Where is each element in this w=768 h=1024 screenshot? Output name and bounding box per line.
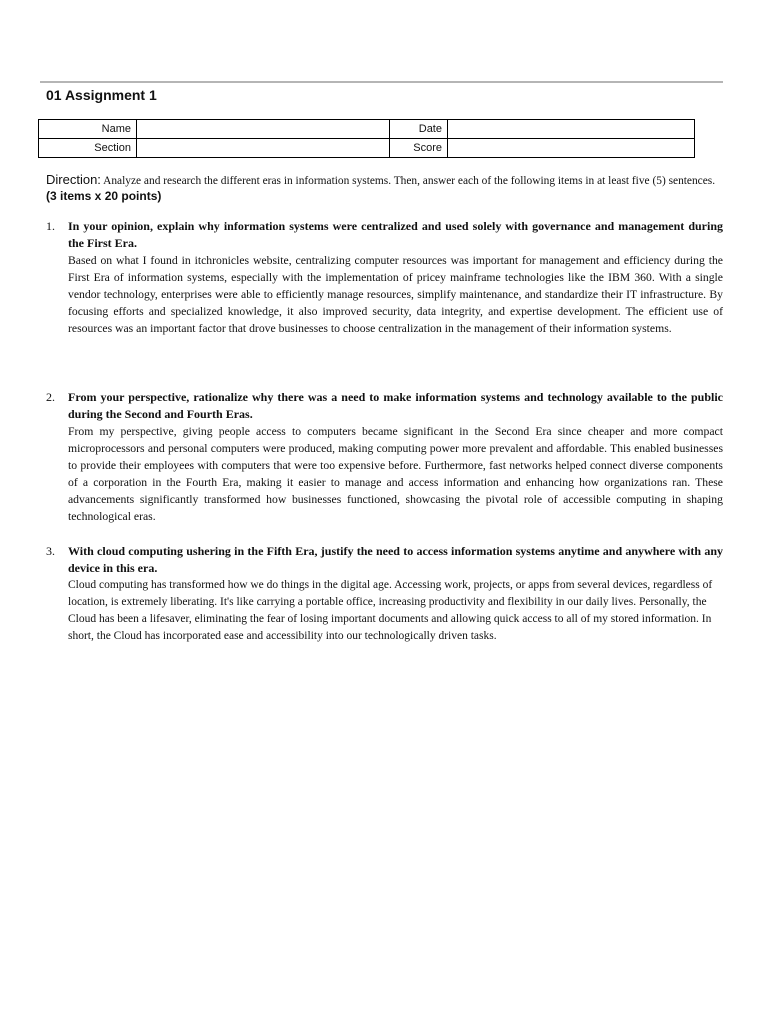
score-label: Score: [390, 139, 448, 158]
question-item-1: [46, 218, 723, 337]
date-field[interactable]: [448, 120, 695, 139]
section-field[interactable]: [137, 139, 390, 158]
header-rule: [40, 81, 723, 83]
score-field[interactable]: [448, 139, 695, 158]
question-text: With cloud computing ushering in the Fifth Era, justify the need to access information systems anytime and anywhere with any device in this era.: [68, 544, 723, 575]
name-label: Name: [39, 120, 137, 139]
answer-text: From my perspective, giving people access to computers became significant in the Second Era since cheaper and more compact microprocessors and personal computers were produced, making computing power more prevalent and affordable. This enabled businesses to provide their employees with computers that were too expensive before. Furthermore, fast networks helped connect diverse components of a corporation in the Fourth Era, making it easier to manage and access information and enhancing how organizations ran. These advancements significantly transformed how businesses functioned, showcasing the pivotal role of accessible computing in shaping technological eras.: [68, 425, 723, 523]
question-item-2: [46, 389, 723, 525]
answer-text: Cloud computing has transformed how we do things in the digital age. Accessing work, projects, or apps from several devices, regardless of location, is extremely liberating. It's like carrying a portable office, increasing productivity and flexibility in our daily lives. Personally, the Cloud has been a lifesaver, eliminating the fear of losing important documents and allowing quick access to all of my stored information. In short, the Cloud has incorporated ease and accessibility into our technologically driven tasks.: [68, 579, 713, 642]
question-item-3: [46, 543, 723, 645]
item-number: 1.: [46, 219, 55, 233]
question-text: From your perspective, rationalize why there was a need to make information systems and technology available to the public during the Second and Fourth Eras.: [68, 390, 723, 421]
info-row-section-score: [39, 139, 695, 158]
direction-paragraph: [46, 172, 726, 205]
section-label: Section: [39, 139, 137, 158]
direction-label: Direction:: [46, 172, 101, 187]
question-text: In your opinion, explain why information systems were centralized and used solely with governance and management during the First Era.: [68, 219, 723, 250]
points-note: (3 items x 20 points): [46, 189, 162, 203]
item-number: 2.: [46, 390, 55, 404]
assignment-title: 01 Assignment 1: [46, 87, 157, 103]
student-info-table: [38, 119, 695, 158]
date-label: Date: [390, 120, 448, 139]
info-row-name-date: [39, 120, 695, 139]
item-number: 3.: [46, 544, 55, 558]
answer-text: Based on what I found in itchronicles website, centralizing computer resources was important for management and efficiency during the First Era of information systems, especially with the implementation of pricey mainframe technologies like the IBM 360. With a single vendor technology, enterprises were able to efficiently manage resources, simplify maintenance, and standardize their IT infrastructure. By focusing efforts and specialized knowledge, it also improved security, data integrity, and expertise development. The efficient use of resources was an important factor that drove businesses to choose centralization in the management of their information systems.: [68, 254, 723, 335]
direction-text: Analyze and research the different eras in information systems. Then, answer each of the following items in at least five (5) sentences.: [100, 175, 716, 187]
name-field[interactable]: [137, 120, 390, 139]
